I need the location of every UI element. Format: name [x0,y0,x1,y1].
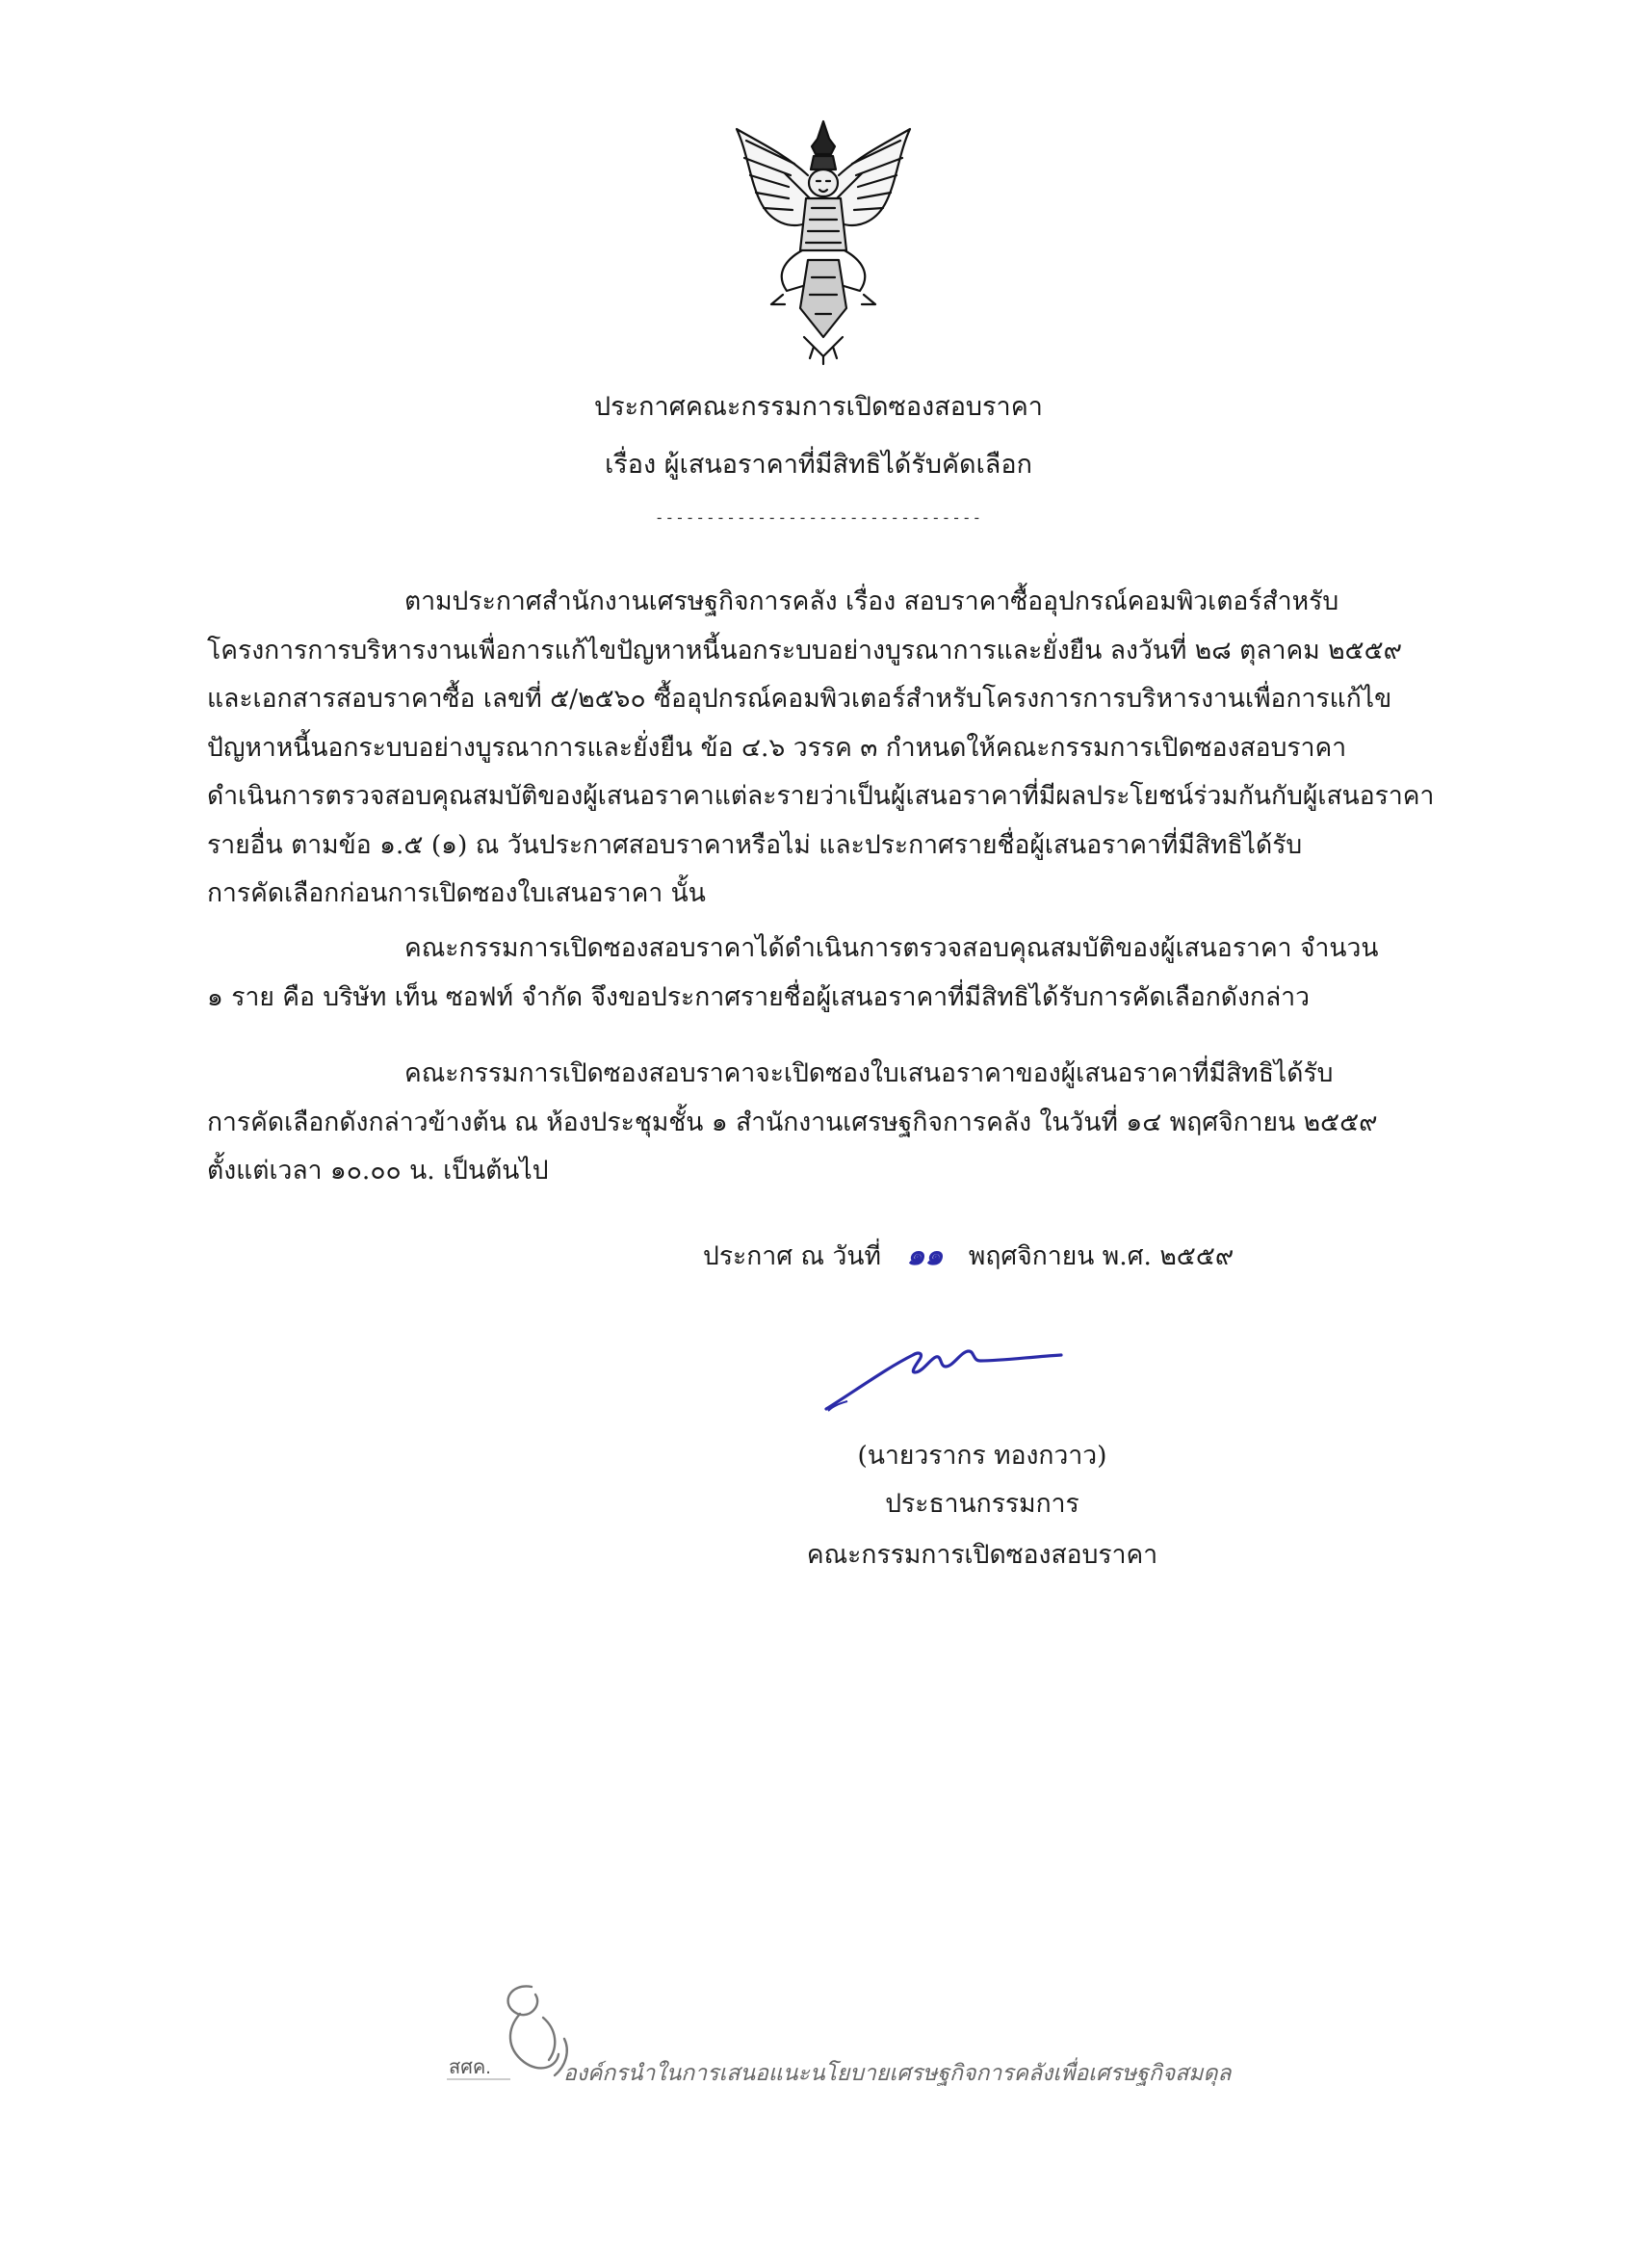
paragraph-line: ดำเนินการตรวจสอบคุณสมบัติของผู้เสนอราคาแต่ละรายว่าเป็นผู้เสนอราคาที่มีผลประโยชน์ร่วมกันกับผู้เสนอราคา [207,781,1435,811]
paragraph-line: และเอกสารสอบราคาซื้อ เลขที่ ๕/๒๕๖๐ ซื้ออุปกรณ์คอมพิวเตอร์สำหรับโครงการการบริหารงานเพื่อการแก้ไข [207,684,1392,714]
signatory-position: ประธานกรรมการ [885,1489,1079,1519]
garuda-emblem-icon [727,116,920,366]
paragraph-line: ๑ ราย คือ บริษัท เท็น ซอฟท์ จำกัด จึงขอประกาศรายชื่อผู้เสนอราคาที่มีสิทธิได้รับการคัดเลือกดังกล่าว [207,981,1310,1012]
paragraph-line: คณะกรรมการเปิดซองสอบราคาได้ดำเนินการตรวจสอบคุณสมบัติของผู้เสนอราคา จำนวน [404,933,1379,963]
handwritten-signature [818,1334,1069,1430]
signatory-name: (นายวรากร ทองกวาว) [857,1441,1107,1471]
body-paragraph-1 [207,578,1435,919]
announcement-month-year: พฤศจิกายน พ.ศ. ๒๕๕๙ [968,1241,1234,1271]
announcement-day: ๑๑ [906,1238,944,1272]
paragraph-line: รายอื่น ตามข้อ ๑.๕ (๑) ณ วันประกาศสอบราคาหรือไม่ และประกาศรายชื่อผู้เสนอราคาที่มีสิทธิได้รับ [207,829,1303,860]
paragraph-line: การคัดเลือกดังกล่าวข้างต้น ณ ห้องประชุมชั้น ๑ สำนักงานเศรษฐกิจการคลัง ในวันที่ ๑๔ พฤศจิกายน ๒๕๕๙ [207,1107,1378,1137]
fpo-logo-text: สศค. [449,2057,491,2078]
document-title: ประกาศคณะกรรมการเปิดซองสอบราคา [594,392,1043,422]
paragraph-line: โครงการการบริหารงานเพื่อการแก้ไขปัญหาหนี้นอกระบบอย่างบูรณาการและยั่งยืน ลงวันที่ ๒๘ ตุลาคม ๒๕๕๙ [207,635,1403,665]
announcement-date [703,1233,1234,1278]
paragraph-line: ตามประกาศสำนักงานเศรษฐกิจการคลัง เรื่อง สอบราคาซื้ออุปกรณ์คอมพิวเตอร์สำหรับ [404,587,1339,616]
title-divider: -------------------------------- [654,508,983,527]
paragraph-line: ตั้งแต่เวลา ๑๐.๐๐ น. เป็นต้นไป [207,1156,549,1186]
paragraph-line: คณะกรรมการเปิดซองสอบราคาจะเปิดซองใบเสนอราคาของผู้เสนอราคาที่มีสิทธิได้รับ [404,1058,1334,1088]
footer-slogan: องค์กรนำในการเสนอแนะนโยบายเศรษฐกิจการคลังเพื่อเศรษฐกิจสมดุล [563,2061,1232,2086]
announcement-prefix: ประกาศ ณ วันที่ [703,1241,881,1271]
body-paragraph-3 [207,1050,1420,1196]
paragraph-line: การคัดเลือกก่อนการเปิดซองใบเสนอราคา นั้น [207,878,706,908]
signatory-organization: คณะกรรมการเปิดซองสอบราคา [806,1540,1158,1570]
body-paragraph-2 [207,925,1420,1022]
paragraph-line: ปัญหาหนี้นอกระบบอย่างบูรณาการและยั่งยืน ข้อ ๔.๖ วรรค ๓ กำหนดให้คณะกรรมการเปิดซองสอบราคา [207,732,1347,763]
document-subject: เรื่อง ผู้เสนอราคาที่มีสิทธิได้รับคัดเลือก [605,450,1032,480]
